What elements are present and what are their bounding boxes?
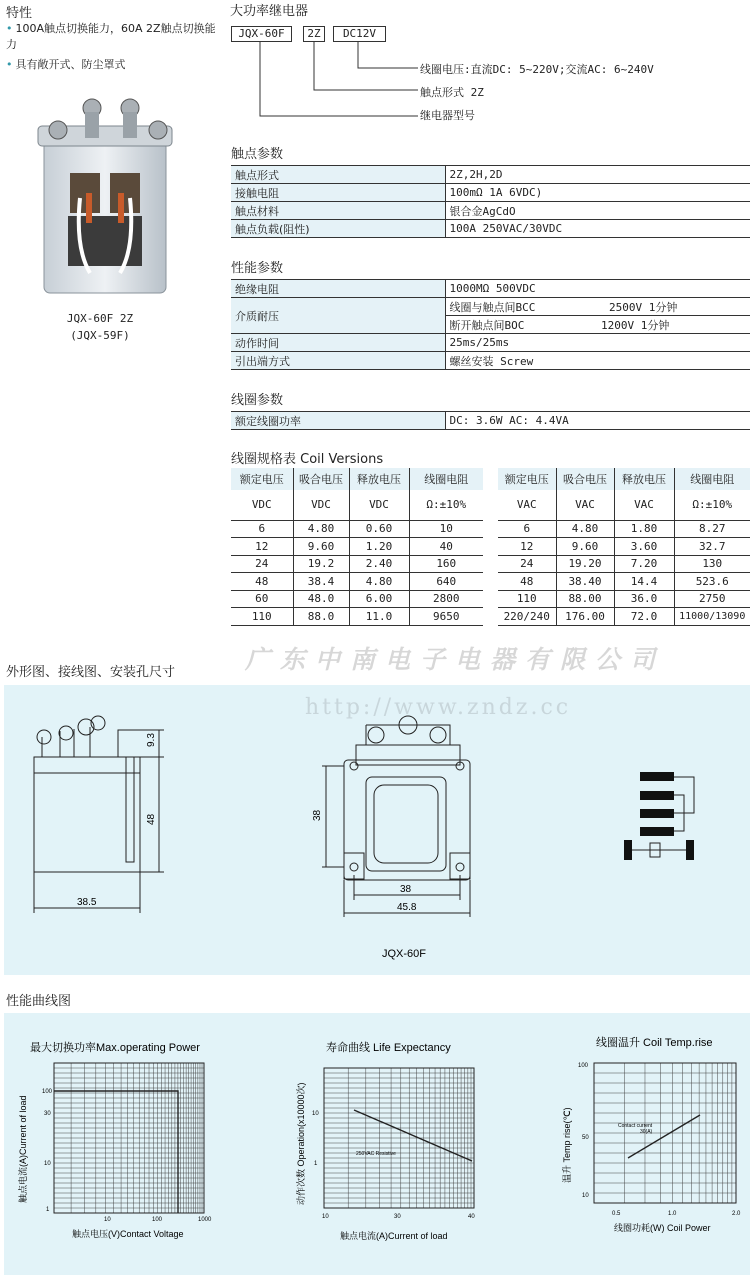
unit-header: Ω:±10% (409, 490, 483, 520)
dim-model-label: JQX-60F (382, 948, 427, 960)
chart3-curve (628, 1115, 700, 1158)
table-cell: 24 (498, 555, 556, 573)
chart2-ylabel: 动作次数 Operation(x10000次) (296, 1082, 306, 1205)
table-row (498, 555, 750, 573)
chart3-ylabel: 温升 Temp rise(℃) (562, 1107, 572, 1183)
param-key: 动作时间 (231, 334, 445, 352)
chart3-xtick: 1.0 (668, 1211, 677, 1217)
col-header: 吸合电压 (556, 468, 614, 490)
col-header: 额定电压 (498, 468, 556, 490)
chart2-xlabel: 触点电流(A)Current of load (340, 1231, 448, 1241)
performance-table (231, 279, 750, 370)
chart3-note: 30(A) (640, 1129, 653, 1135)
table-cell: 6 (231, 520, 293, 538)
table-cell: 2.40 (349, 555, 409, 573)
table-cell: 6 (498, 520, 556, 538)
table-cell: 220/240 (498, 608, 556, 626)
model-title: 大功率继电器 (230, 4, 309, 19)
param-value: 螺丝安装 Screw (445, 352, 750, 370)
param-value: 2Z,2H,2D (445, 166, 750, 184)
chart3-xtick: 2.0 (732, 1211, 741, 1217)
table-row (231, 280, 750, 298)
versions-title: 线圈规格表 Coil Versions (231, 452, 384, 467)
code-leader-lines (230, 42, 430, 122)
ac-versions-table (498, 468, 750, 626)
table-cell: 176.00 (556, 608, 614, 626)
coil-table (231, 411, 750, 430)
dielectric-b-value: 1200V 1分钟 (601, 318, 670, 332)
chart2-title: 寿命曲线 Life Expectancy (326, 1042, 451, 1054)
features-title: 特性 (6, 6, 33, 21)
table-cell: 12 (498, 538, 556, 556)
chart2-ytick: 10 (312, 1111, 319, 1117)
table-cell: 160 (409, 555, 483, 573)
table-row (231, 555, 483, 573)
col-header: 线圈电阻 (409, 468, 483, 490)
col-header: 释放电压 (614, 468, 674, 490)
chart1-xtick: 100 (152, 1217, 163, 1223)
unit-header: VAC (614, 490, 674, 520)
table-cell: 12 (231, 538, 293, 556)
chart2-ytick: 1 (314, 1161, 318, 1167)
coil-title: 线圈参数 (231, 393, 284, 408)
col-header: 释放电压 (349, 468, 409, 490)
legend-contact: 触点形式 2Z (420, 86, 484, 99)
chart1-title: 最大切换功率Max.operating Power (30, 1042, 200, 1054)
param-key: 接触电阻 (231, 184, 445, 202)
table-cell: 4.80 (349, 573, 409, 591)
chart3-ytick: 10 (582, 1193, 589, 1199)
table-row (231, 334, 750, 352)
relay-photo (30, 98, 180, 303)
chart2-xtick: 10 (322, 1214, 329, 1220)
table-cell: 36.0 (614, 590, 674, 608)
chart1-xlabel: 触点电压(V)Contact Voltage (72, 1229, 184, 1239)
dim-side-body: 48 (146, 813, 157, 825)
chart1-ytick: 30 (44, 1111, 51, 1117)
dielectric-a: 线圈与触点间BCC (449, 300, 536, 314)
param-value: 25ms/25ms (445, 334, 750, 352)
table-row (231, 352, 750, 370)
table-row (231, 538, 483, 556)
dc-versions-table (231, 468, 483, 626)
company-watermark: 广东中南电子电器有限公司 (245, 645, 666, 674)
curves-title: 性能曲线图 (6, 994, 72, 1009)
chart2-xtick: 40 (468, 1214, 475, 1220)
param-key: 介质耐压 (231, 298, 445, 334)
feature-item (6, 21, 221, 53)
table-cell: 9650 (409, 608, 483, 626)
dim-front-inner: 38 (400, 884, 412, 895)
table-row (231, 220, 750, 238)
table-row (498, 538, 750, 556)
param-value: 100A 250VAC/30VDC (445, 220, 750, 238)
chart1-xtick: 1000 (198, 1217, 212, 1223)
table-cell: 14.4 (614, 573, 674, 591)
table-cell: 2750 (674, 590, 750, 608)
param-key: 额定线圈功率 (231, 412, 445, 430)
unit-header: VDC (293, 490, 349, 520)
col-header: 线圈电阻 (674, 468, 750, 490)
dim-front-height: 38 (312, 809, 323, 821)
table-cell: 19.2 (293, 555, 349, 573)
dimensions-title: 外形图、接线图、安装孔尺寸 (6, 665, 176, 680)
table-cell: 9.60 (293, 538, 349, 556)
table-cell: 60 (231, 590, 293, 608)
param-key: 触点材料 (231, 202, 445, 220)
table-row (498, 608, 750, 626)
bullet-icon: • (6, 58, 13, 71)
param-value (445, 298, 750, 316)
chart3-ytick: 100 (578, 1063, 589, 1069)
dielectric-a-value: 2500V 1分钟 (609, 300, 678, 314)
url-watermark: http://www.zndz.cc (305, 695, 572, 720)
product-caption-alt: (JQX-59F) (70, 329, 130, 342)
table-cell: 6.00 (349, 590, 409, 608)
chart2-xtick: 30 (394, 1214, 401, 1220)
table-row (231, 298, 750, 316)
table-cell: 1.20 (349, 538, 409, 556)
product-caption: JQX-60F 2Z (66, 312, 134, 325)
table-cell: 3.60 (614, 538, 674, 556)
table-cell: 48 (498, 573, 556, 591)
param-value: 银合金AgCdO (445, 202, 750, 220)
unit-header: VDC (231, 490, 293, 520)
param-key: 触点负载(阻性) (231, 220, 445, 238)
contact-table (231, 165, 750, 238)
contact-title: 触点参数 (231, 147, 284, 162)
table-cell: 1.80 (614, 520, 674, 538)
table-cell: 110 (498, 590, 556, 608)
table-cell: 40 (409, 538, 483, 556)
chart1-ylabel: 触点电流(A)Current of load (18, 1095, 28, 1203)
feature-text: 具有敞开式、防尘罩式 (15, 58, 126, 71)
dielectric-b: 断开触点间BOC (449, 318, 525, 332)
table-cell: 38.40 (556, 573, 614, 591)
col-header: 吸合电压 (293, 468, 349, 490)
table-cell: 4.80 (293, 520, 349, 538)
param-value (445, 316, 750, 334)
chart1-ytick: 1 (46, 1207, 50, 1213)
bullet-icon: • (6, 22, 13, 35)
code-contact: 2Z (303, 26, 325, 42)
table-cell: 88.0 (293, 608, 349, 626)
table-row (498, 590, 750, 608)
table-cell: 48.0 (293, 590, 349, 608)
param-value: 100mΩ 1A 6VDC) (445, 184, 750, 202)
table-row (231, 608, 483, 626)
table-cell: 24 (231, 555, 293, 573)
table-cell: 10 (409, 520, 483, 538)
unit-header: Ω:±10% (674, 490, 750, 520)
param-value: DC: 3.6W AC: 4.4VA (445, 412, 750, 430)
param-value: 1000MΩ 500VDC (445, 280, 750, 298)
param-key: 绝缘电阻 (231, 280, 445, 298)
chart3-xtick: 0.5 (612, 1211, 621, 1217)
chart1-ytick: 10 (44, 1161, 51, 1167)
table-row (231, 166, 750, 184)
code-model: JQX-60F (231, 26, 292, 42)
table-row (498, 573, 750, 591)
table-cell: 88.00 (556, 590, 614, 608)
feature-text: 100A触点切换能力，60A 2Z触点切换能力 (6, 22, 216, 51)
table-cell: 2800 (409, 590, 483, 608)
table-cell: 4.80 (556, 520, 614, 538)
table-row (231, 184, 750, 202)
chart1-xtick: 10 (104, 1217, 111, 1223)
table-cell: 48 (231, 573, 293, 591)
chart2-note: 250VAC Resistive (356, 1151, 396, 1157)
param-key: 触点形式 (231, 166, 445, 184)
chart3-title: 线圈温升 Coil Temp.rise (596, 1037, 713, 1049)
table-cell: 32.7 (674, 538, 750, 556)
table-row (231, 590, 483, 608)
performance-title: 性能参数 (231, 261, 284, 276)
table-cell: 110 (231, 608, 293, 626)
param-key: 引出端方式 (231, 352, 445, 370)
chart3-xlabel: 线圈功耗(W) Coil Power (614, 1223, 711, 1233)
code-voltage: DC12V (333, 26, 386, 42)
legend-model: 继电器型号 (420, 109, 475, 122)
table-cell: 72.0 (614, 608, 674, 626)
table-cell: 7.20 (614, 555, 674, 573)
legend-voltage: 线圈电压:直流DC: 5~220V;交流AC: 6~240V (420, 63, 654, 76)
table-row (231, 520, 483, 538)
table-cell: 38.4 (293, 573, 349, 591)
table-cell: 523.6 (674, 573, 750, 591)
dim-side-top: 9.3 (146, 733, 157, 747)
unit-header: VAC (498, 490, 556, 520)
unit-header: VDC (349, 490, 409, 520)
table-cell: 8.27 (674, 520, 750, 538)
table-cell: 640 (409, 573, 483, 591)
table-cell: 19.20 (556, 555, 614, 573)
dimension-drawings (4, 685, 750, 975)
feature-item (6, 57, 221, 73)
table-row (231, 573, 483, 591)
side-view-body (34, 757, 140, 872)
chart1-ytick: 100 (42, 1089, 53, 1095)
table-cell: 0.60 (349, 520, 409, 538)
chart3-ytick: 50 (582, 1135, 589, 1141)
table-cell: 9.60 (556, 538, 614, 556)
table-cell: 11000/13090 (674, 608, 750, 626)
unit-header: VAC (556, 490, 614, 520)
chart1-curve (54, 1091, 178, 1213)
curve-charts (4, 1013, 750, 1275)
table-row (231, 202, 750, 220)
table-cell: 130 (674, 555, 750, 573)
chart3-note: Contact current (618, 1123, 653, 1129)
table-row (231, 412, 750, 430)
col-header: 额定电压 (231, 468, 293, 490)
table-row (498, 520, 750, 538)
dim-side-width: 38.5 (77, 897, 97, 908)
dim-front-outer: 45.8 (397, 902, 417, 913)
table-cell: 11.0 (349, 608, 409, 626)
